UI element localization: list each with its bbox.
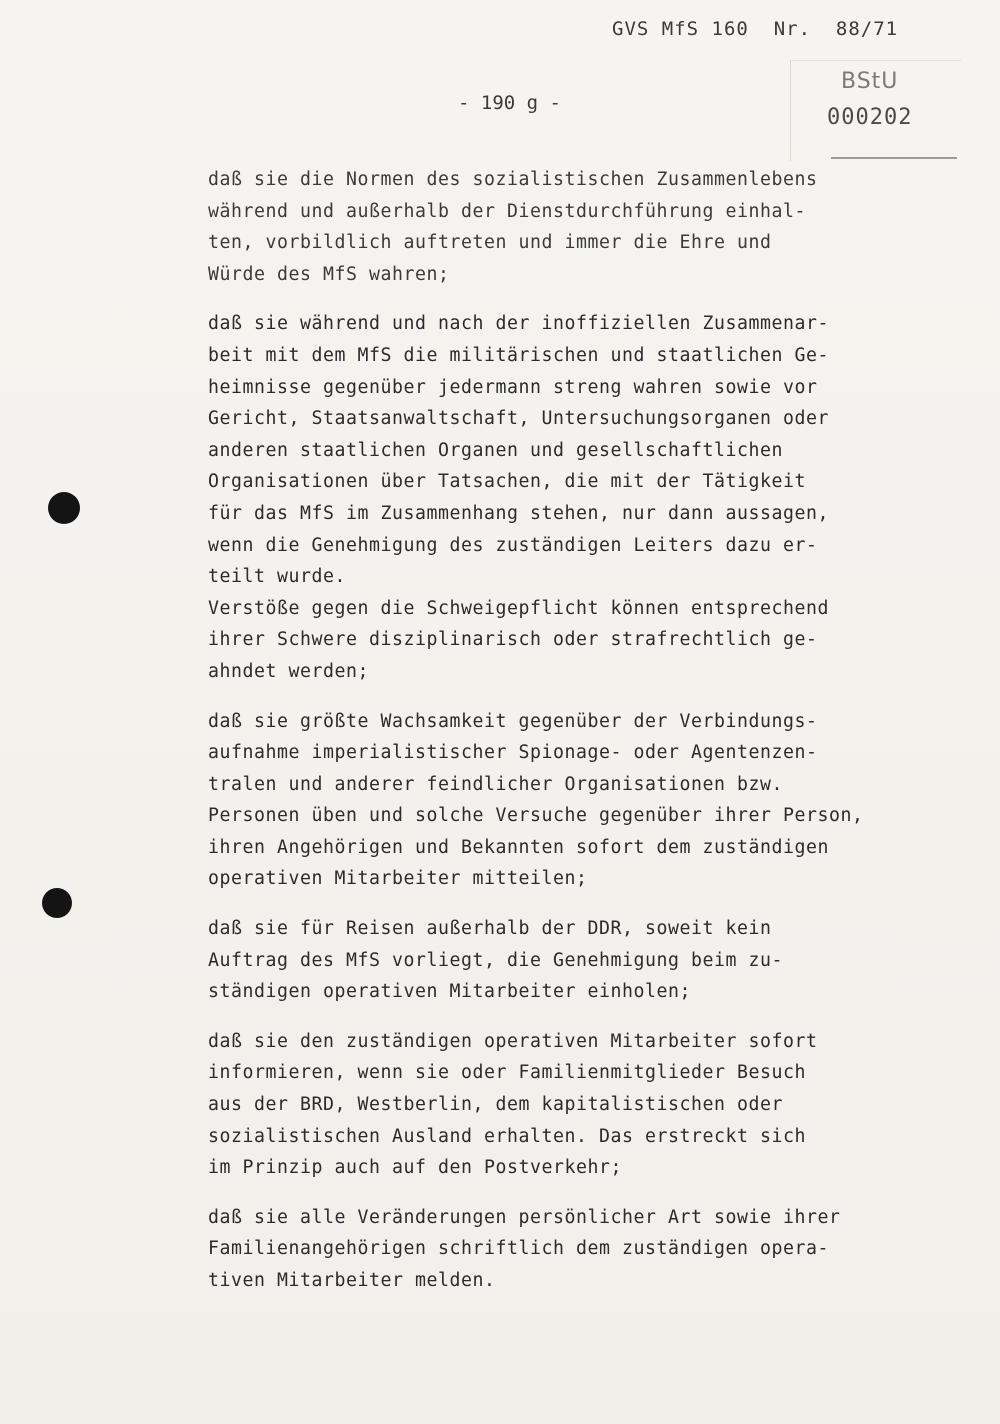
text-line: tiven Mitarbeiter melden. bbox=[208, 1270, 496, 1291]
page-number: - 190 g - bbox=[458, 92, 561, 114]
text-line: Verstöße gegen die Schweigepflicht können entsprechend bbox=[208, 597, 829, 619]
stamp-archive-number: 000202 bbox=[827, 105, 913, 130]
text-line: operativen Mitarbeiter mitteilen; bbox=[208, 868, 588, 890]
text-line: daß sie größte Wachsamkeit gegenüber der Verbindungs- bbox=[208, 710, 818, 732]
paragraph bbox=[208, 308, 968, 687]
text-line: ahndet werden; bbox=[208, 660, 369, 682]
text-line: im Prinzip auch auf den Postverkehr; bbox=[208, 1157, 622, 1179]
text-line: heimnisse gegenüber jedermann streng wahren sowie vor bbox=[208, 376, 818, 398]
text-line: tralen und anderer feindlicher Organisationen bzw. bbox=[208, 773, 783, 795]
paragraph bbox=[208, 1026, 968, 1184]
paragraph bbox=[208, 1202, 968, 1297]
stamp-archive-label: BStU bbox=[841, 69, 899, 94]
stamp-underline bbox=[831, 157, 957, 159]
text-line: ihrer Schwere disziplinarisch oder strafrechtlich ge- bbox=[208, 629, 818, 651]
text-line: daß sie den zuständigen operativen Mitarbeiter sofort bbox=[208, 1030, 818, 1052]
text-line: wenn die Genehmigung des zuständigen Leiters dazu er- bbox=[208, 534, 818, 556]
text-line: aus der BRD, Westberlin, dem kapitalistischen oder bbox=[208, 1094, 783, 1116]
text-line: daß sie für Reisen außerhalb der DDR, soweit kein bbox=[208, 918, 772, 940]
text-line: daß sie die Normen des sozialistischen Zusammenlebens bbox=[208, 169, 818, 190]
document-reference: GVS MfS 160 Nr. 88/71 bbox=[612, 18, 899, 40]
text-line: informieren, wenn sie oder Familienmitglieder Besuch bbox=[208, 1062, 806, 1084]
text-line: teilt wurde. bbox=[208, 566, 346, 588]
text-line: während und außerhalb der Dienstdurchführung einhal- bbox=[208, 200, 806, 222]
text-line: aufnahme imperialistischer Spionage- oder Agentenzen- bbox=[208, 742, 818, 764]
text-line: ten, vorbildlich auftreten und immer die Ehre und bbox=[208, 232, 772, 254]
text-line: anderen staatlichen Organen und gesellschaftlichen bbox=[208, 439, 783, 461]
paragraph bbox=[208, 706, 968, 896]
archive-stamp bbox=[790, 60, 961, 161]
text-line: daß sie während und nach der inoffiziellen Zusammenar- bbox=[208, 313, 829, 335]
punch-hole-lower bbox=[42, 888, 72, 918]
text-line: Gericht, Staatsanwaltschaft, Untersuchungsorganen oder bbox=[208, 408, 829, 430]
text-line: Familienangehörigen schriftlich dem zuständigen opera- bbox=[208, 1238, 829, 1260]
text-line: ständigen operativen Mitarbeiter einholen; bbox=[208, 981, 691, 1003]
text-line: Personen üben und solche Versuche gegenüber ihrer Person, bbox=[208, 805, 864, 827]
text-line: daß sie alle Veränderungen persönlicher Art sowie ihrer bbox=[208, 1206, 841, 1228]
text-line: sozialistischen Ausland erhalten. Das erstreckt sich bbox=[208, 1125, 806, 1147]
text-line: Organisationen über Tatsachen, die mit der Tätigkeit bbox=[208, 471, 806, 493]
text-line: Würde des MfS wahren; bbox=[208, 263, 450, 285]
text-line: für das MfS im Zusammenhang stehen, nur dann aussagen, bbox=[208, 502, 829, 524]
punch-hole-upper bbox=[48, 492, 80, 524]
text-line: ihren Angehörigen und Bekannten sofort dem zuständigen bbox=[208, 836, 829, 858]
text-line: Auftrag des MfS vorliegt, die Genehmigung beim zu- bbox=[208, 949, 783, 971]
body-text bbox=[208, 164, 968, 1315]
paragraph bbox=[208, 913, 968, 1008]
paragraph bbox=[208, 164, 968, 290]
text-line: beit mit dem MfS die militärischen und staatlichen Ge- bbox=[208, 344, 829, 366]
